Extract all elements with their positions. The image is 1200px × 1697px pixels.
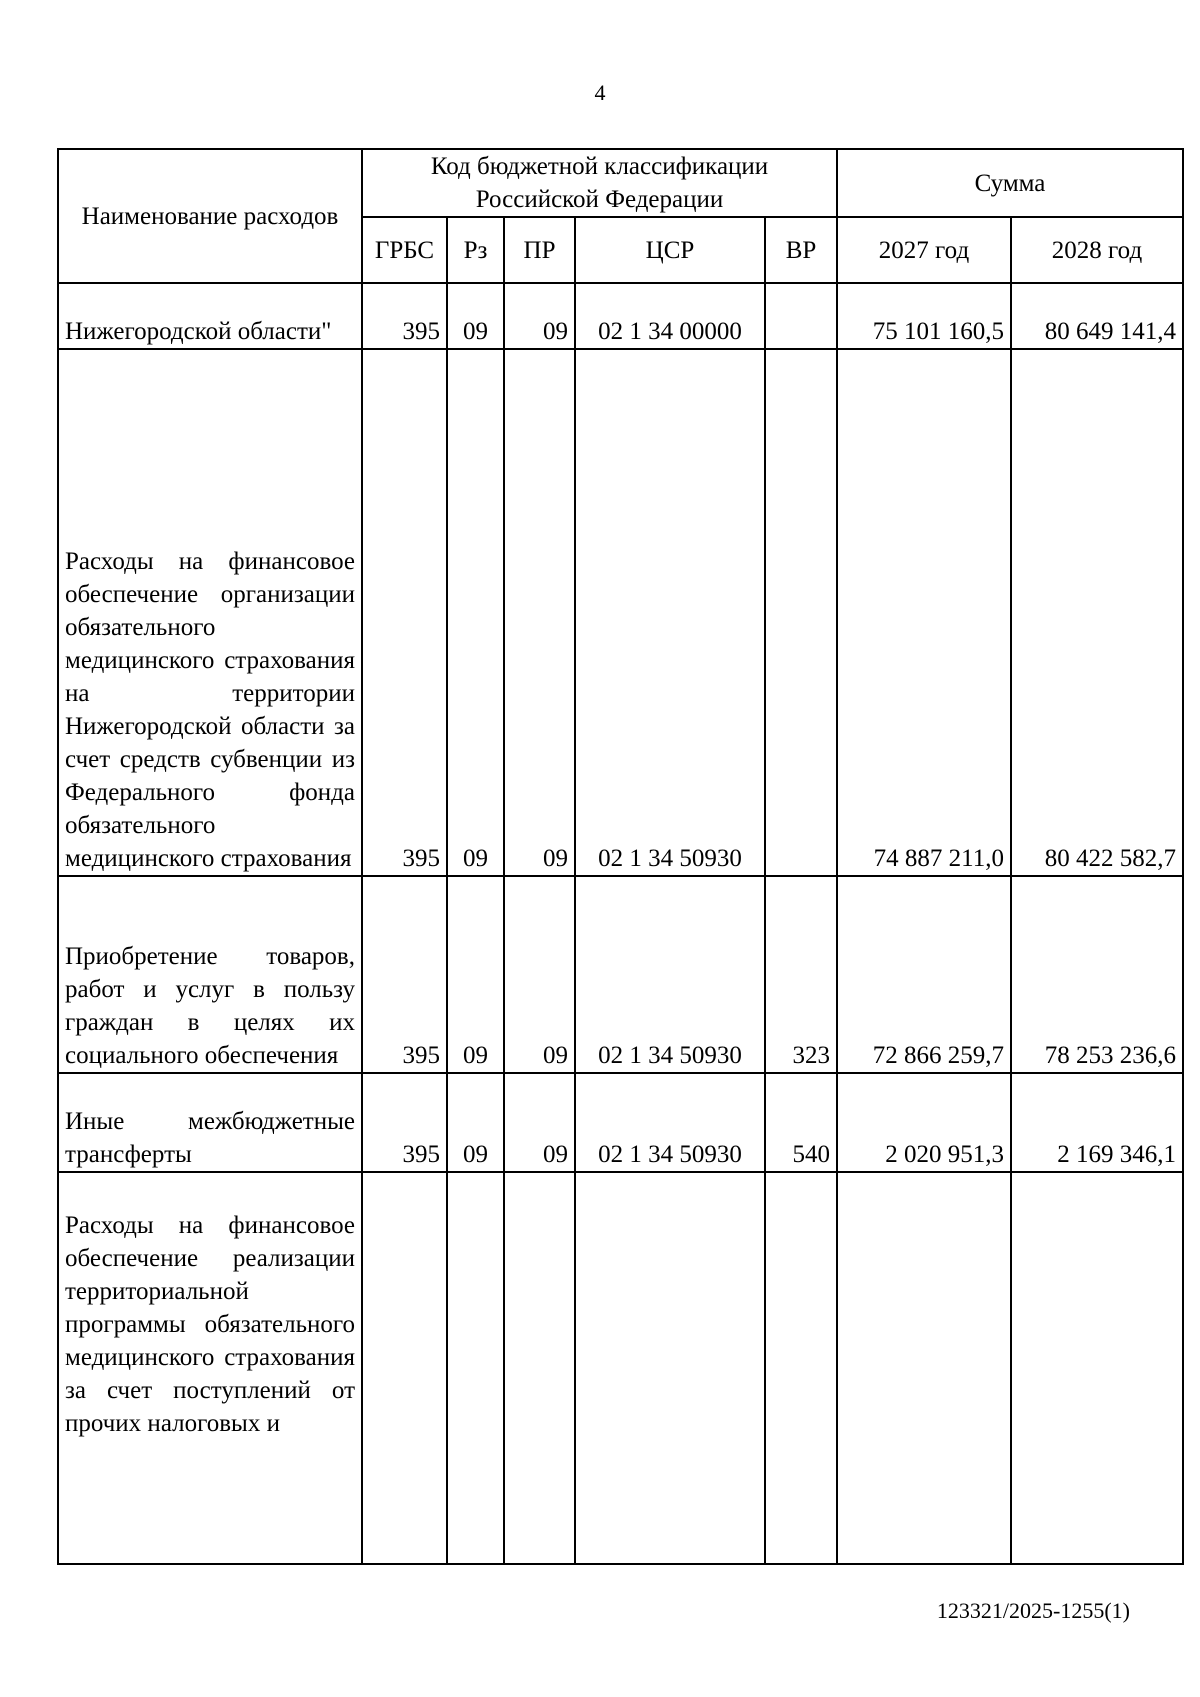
row-csr: 02 1 34 00000 — [575, 283, 765, 349]
row-rz: 09 — [447, 876, 504, 1073]
row-pr — [504, 1172, 575, 1564]
row-csr: 02 1 34 50930 — [575, 349, 765, 876]
row-vr — [765, 349, 837, 876]
header-pr: ПР — [504, 217, 575, 283]
row-2027: 72 866 259,7 — [837, 876, 1011, 1073]
table-row — [58, 283, 1183, 349]
row-vr — [765, 1172, 837, 1564]
table-row — [58, 349, 1183, 876]
row-grbs — [362, 1172, 447, 1564]
row-vr: 540 — [765, 1073, 837, 1172]
row-grbs: 395 — [362, 283, 447, 349]
row-csr — [575, 1172, 765, 1564]
header-code-group: Код бюджетной классификации Российской Федерации — [362, 149, 837, 217]
row-csr: 02 1 34 50930 — [575, 1073, 765, 1172]
page-number: 4 — [594, 80, 606, 105]
row-vr: 323 — [765, 876, 837, 1073]
header-grbs: ГРБС — [362, 217, 447, 283]
header-row-1 — [58, 149, 1183, 217]
header-2027: 2027 год — [837, 217, 1011, 283]
row-pr: 09 — [504, 876, 575, 1073]
header-name: Наименование расходов — [58, 149, 362, 283]
row-2027: 74 887 211,0 — [837, 349, 1011, 876]
row-rz: 09 — [447, 283, 504, 349]
row-name: Нижегородской области" — [58, 283, 362, 349]
row-pr: 09 — [504, 1073, 575, 1172]
header-csr: ЦСР — [575, 217, 765, 283]
row-rz: 09 — [447, 349, 504, 876]
budget-table — [57, 148, 1184, 1565]
row-grbs: 395 — [362, 349, 447, 876]
row-name: Иные межбюджетные трансферты — [58, 1073, 362, 1172]
row-grbs: 395 — [362, 1073, 447, 1172]
row-pr: 09 — [504, 349, 575, 876]
row-2028: 78 253 236,6 — [1011, 876, 1183, 1073]
row-name: Приобретение товаров, работ и услуг в пользу граждан в целях их социального обеспечения — [58, 876, 362, 1073]
header-vr: ВР — [765, 217, 837, 283]
row-2028: 80 649 141,4 — [1011, 283, 1183, 349]
row-2027: 75 101 160,5 — [837, 283, 1011, 349]
row-grbs: 395 — [362, 876, 447, 1073]
row-name: Расходы на финансовое обеспечение реализации территориальной программы обязательного медицинского страхования за счет поступлений от прочих налоговых и — [58, 1172, 362, 1564]
header-2028: 2028 год — [1011, 217, 1183, 283]
row-2027 — [837, 1172, 1011, 1564]
table-row — [58, 1073, 1183, 1172]
row-rz: 09 — [447, 1073, 504, 1172]
row-2027: 2 020 951,3 — [837, 1073, 1011, 1172]
table-row — [58, 1172, 1183, 1564]
table-row — [58, 876, 1183, 1073]
row-2028: 80 422 582,7 — [1011, 349, 1183, 876]
row-csr: 02 1 34 50930 — [575, 876, 765, 1073]
row-rz — [447, 1172, 504, 1564]
row-2028 — [1011, 1172, 1183, 1564]
row-2028: 2 169 346,1 — [1011, 1073, 1183, 1172]
header-sum-group: Сумма — [837, 149, 1183, 217]
row-pr: 09 — [504, 283, 575, 349]
row-name: Расходы на финансовое обеспечение организации обязательного медицинского страхования на территории Нижегородской области за счет средств субвенции из Федерального фонда обязательного медицинского страхования — [58, 349, 362, 876]
header-rz: Рз — [447, 217, 504, 283]
document-code: 123321/2025-1255(1) — [936, 1598, 1130, 1623]
row-vr — [765, 283, 837, 349]
